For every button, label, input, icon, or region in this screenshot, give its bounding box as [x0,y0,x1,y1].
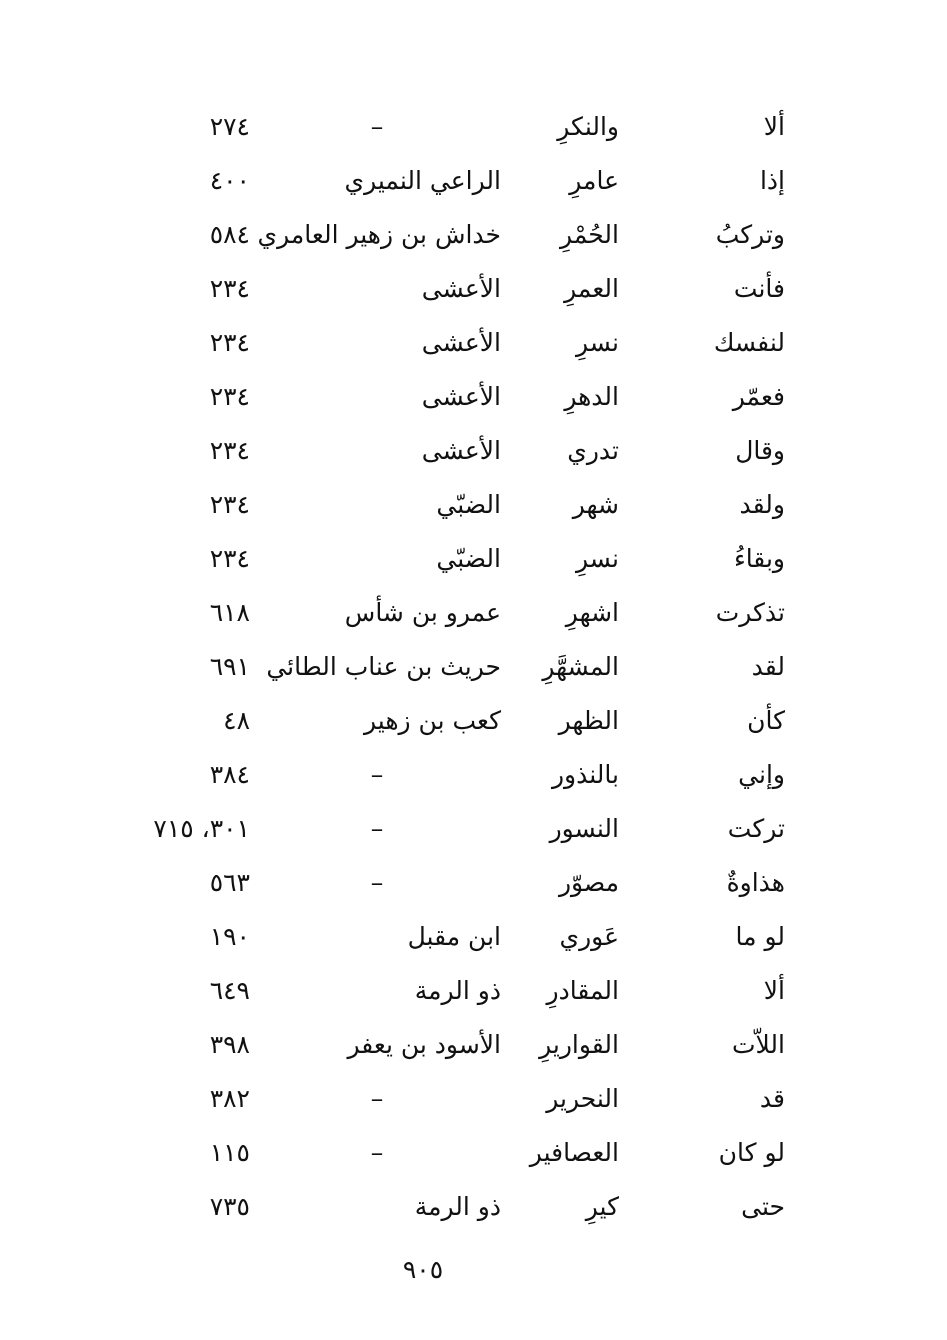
verse-first-word: وقال [735,436,785,465]
verse-first-word: لو ما [735,922,785,951]
rhyme-word: الحُمْرِ [560,220,619,249]
rhyme-word: بالنذور [551,760,619,789]
rhyme-word: كيرِ [585,1192,619,1221]
poet-name: كعب بن زهير [364,706,501,735]
index-row [0,802,947,856]
page-reference: ٦٩١ [209,652,250,681]
verse-first-word: هذاوةٌ [726,868,785,897]
verse-first-word: إذا [759,166,785,195]
rhyme-word: الدهرِ [564,382,619,411]
verse-first-word: كأن [747,706,785,735]
page-reference: ٥٨٤ [209,220,250,249]
page-reference: ١٩٠ [209,922,250,951]
rhyme-word: اشهرِ [565,598,619,627]
verse-first-word: لنفسك [713,328,785,357]
rhyme-word: نسرِ [575,544,619,573]
page-reference: ٢٣٤ [209,274,250,303]
index-row [0,694,947,748]
rhyme-word: العمرِ [564,274,619,303]
verse-first-word: لو كان [718,1138,785,1167]
poet-name: الضبّي [436,490,501,519]
verse-first-word: فأنت [733,274,785,303]
page-reference: ٧٣٥ [209,1192,250,1221]
verse-first-word: تذكرت [715,598,785,627]
index-row [0,1018,947,1072]
page-reference: ٣٨٢ [209,1084,250,1113]
verse-first-word: وإني [738,760,785,789]
poet-name: ابن مقبل [407,922,501,951]
rhyme-word: عامرِ [569,166,619,195]
page-reference: ٤٨ [223,706,250,735]
poet-name: – [370,814,384,843]
rhyme-word: النسور [549,814,619,843]
poet-name: الأعشى [421,382,501,411]
poet-name: ذو الرمة [414,1192,501,1221]
index-row [0,856,947,910]
verse-index-table [0,100,947,1234]
page-reference: ٢٣٤ [209,436,250,465]
rhyme-word: القواريرِ [539,1030,619,1059]
page-reference: ٤٠٠ [209,166,250,195]
rhyme-word: تدري [567,436,619,465]
poet-name: عمرو بن شأس [344,598,501,627]
rhyme-word: والنكرِ [557,112,619,141]
rhyme-word: عَوري [559,922,619,951]
page-reference: ٥٦٣ [209,868,250,897]
verse-first-word: ألا [763,976,785,1005]
page-reference: ٢٣٤ [209,382,250,411]
page-reference: ٣٠١، ٧١٥ [153,814,250,843]
index-row [0,748,947,802]
verse-first-word: ألا [763,112,785,141]
rhyme-word: شهر [572,490,619,519]
verse-first-word: وبقاءُ [733,544,785,573]
page-reference: ٦١٨ [209,598,250,627]
poet-name: – [370,1084,384,1113]
index-row [0,964,947,1018]
page-reference: ٢٧٤ [209,112,250,141]
index-row [0,1072,947,1126]
poet-name: ذو الرمة [414,976,501,1005]
poet-name: – [370,1138,384,1167]
verse-first-word: لقد [751,652,785,681]
verse-first-word: اللاّت [731,1030,785,1059]
poet-name: – [370,112,384,141]
rhyme-word: العصافير [529,1138,619,1167]
page-number: ٩٠٥ [402,1255,444,1284]
poet-name: الأعشى [421,274,501,303]
index-row [0,424,947,478]
poet-name: الأعشى [421,436,501,465]
index-row [0,370,947,424]
rhyme-word: مصوّر [558,868,619,897]
poet-name: الراعي النميري [344,166,501,195]
page-reference: ٣٩٨ [209,1030,250,1059]
poet-name: الضبّي [436,544,501,573]
rhyme-word: المقادرِ [546,976,619,1005]
index-row [0,100,947,154]
poet-name: – [370,760,384,789]
poet-name: الأسود بن يعفر [347,1030,501,1059]
index-row [0,910,947,964]
page-reference: ٢٣٤ [209,328,250,357]
poet-name: – [370,868,384,897]
verse-first-word: ولقد [739,490,785,519]
index-row [0,532,947,586]
page-reference: ٦٤٩ [209,976,250,1005]
rhyme-word: النحرير [546,1084,619,1113]
index-row [0,478,947,532]
rhyme-word: المشهَّرِ [542,652,619,681]
index-row [0,154,947,208]
index-row [0,262,947,316]
page-reference: ٣٨٤ [209,760,250,789]
page-reference: ١١٥ [209,1138,250,1167]
verse-first-word: تركت [727,814,785,843]
index-row [0,208,947,262]
poet-name: حريث بن عناب الطائي [266,652,501,681]
rhyme-word: الظهر [558,706,619,735]
index-row [0,586,947,640]
verse-first-word: فعمّر [732,382,785,411]
index-row [0,640,947,694]
rhyme-word: نسرِ [575,328,619,357]
poet-name: الأعشى [421,328,501,357]
poet-name: خداش بن زهير العامري [257,220,501,249]
verse-first-word: وتركبُ [715,220,785,249]
verse-first-word: قد [759,1084,785,1113]
index-row [0,1126,947,1180]
verse-first-word: حتى [741,1192,785,1221]
page-reference: ٢٣٤ [209,490,250,519]
index-row [0,316,947,370]
page-reference: ٢٣٤ [209,544,250,573]
index-row [0,1180,947,1234]
